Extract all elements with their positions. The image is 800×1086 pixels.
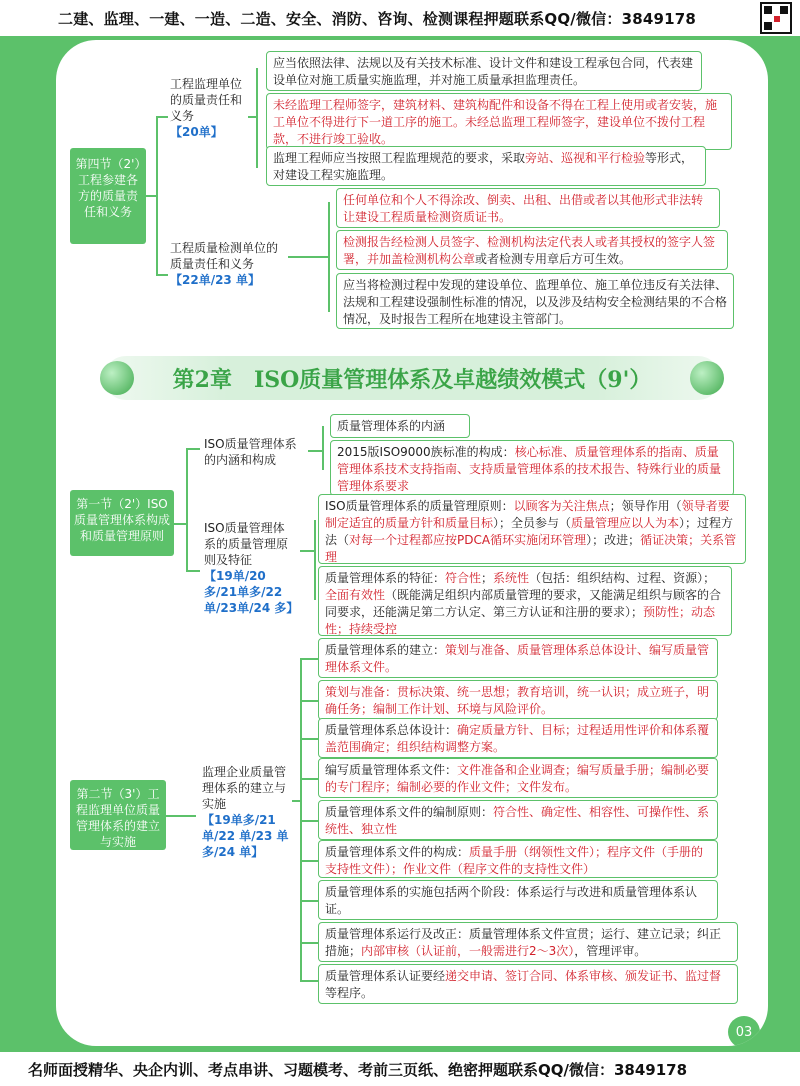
connotation-item-2-pre: 2015版ISO9000族标准的构成： [337,445,515,459]
connector [300,778,318,780]
connector [300,860,318,862]
connector [146,195,156,197]
establish-item-9-red: 递交申请、签订合同、体系审核、颁发证书、监过督 [445,969,722,983]
bottom-banner-text: 名师面授精华、央企内训、考点串讲、习题模考、考前三页纸、绝密押题联系QQ/微信：3849178 [28,1060,688,1079]
connotation-title: ISO质量管理体系的内涵和构成 [204,437,297,467]
principles-item-1-p1: ISO质量管理体系的质量管理原则： [325,499,514,513]
establish-item-3-red: 确定质量方针、目标；过程适用性评价和体系覆盖范围确定；组织结构调整方案。 [325,723,710,754]
testing-item-3-text: 应当将检测过程中发现的建设单位、监理单位、施工单位违反有关法律、法规和工程建设强制性标准的情况，以及涉及结构安全检测结果的不合格情况，及时报告工程所在地建设主管部门。 [343,278,728,326]
establish-item-2 [318,680,718,720]
establish-item-7-pre: 质量管理体系的实施包括两个阶段：体系运行与改进和质量管理体系认证。 [325,885,698,916]
top-banner-text: 二建、监理、一建、一造、二造、安全、消防、咨询、检测课程押题联系QQ/微信：3849178 [58,9,697,28]
connector [166,815,196,817]
establish-item-1-red: 策划与准备、质量管理体系总体设计、编写质量管理体系文件。 [325,643,710,674]
principles-item-1-p3: ）；全员参与（ [493,516,572,530]
page-number: 03 [728,1016,760,1046]
principles-item-1-r4: 对每一个过程都应按PDCA循环实施闭环管理 [349,533,587,547]
establish-item-2-red: 策划与准备：贯标决策、统一思想；教育培训，统一认识；成立班子，明确任务；编制工作计划、环境与风险评价。 [325,685,710,716]
connector [156,116,158,274]
section1-title: 第一节（2'）ISO质量管理体系构成和质量管理原则 [73,497,170,543]
connector [248,116,256,118]
establish-item-6 [318,840,718,878]
testing-item-2 [336,230,728,270]
principles-item-1-p4: ）；过程方法（ [325,516,734,547]
principles-item-2-p4: （既能满足组织内部质量管理的要求，又能满足组织与顾客的合同要求，还能满足第二方认定、第三方认证和注册的要求）； [325,588,722,619]
connotation-item-2 [330,440,734,496]
principles-item-1-p2: ；领导作用（ [609,499,682,513]
testing-item-2-text: 或者检测专用章后方可生效。 [475,252,632,266]
principles-item-1 [318,494,746,564]
establish-item-5-pre: 质量管理体系文件的编制原则： [325,805,494,819]
establish-item-6-red: 质量手册（纲领性文件）；程序文件（手册的支持性文件）；作业文件（程序文件的支持性文件） [325,845,704,876]
testing-tag: 【22单/23 单】 [170,273,260,287]
decor-ball-right-icon [690,361,724,395]
establish-title: 监理企业质量管理体系的建立与实施 [202,765,287,811]
principles-tag: 【19单/20 多/21单多/22 单/23单/24 多】 [204,569,299,615]
establish-item-9 [318,964,738,1004]
connector [300,550,314,552]
connector [300,980,318,982]
section4-title: 第四节（2'）工程参建各方的质量责任和义务 [75,157,141,219]
connector [186,448,200,450]
content-panel [56,40,768,1046]
supervision-item-1 [266,51,702,91]
connector [300,658,318,660]
principles-item-1-r1: 以顾客为关注焦点 [513,499,610,513]
establish-item-7 [318,880,718,920]
principles-item-2-r3: 全面有效性 [325,588,386,602]
establish-tag: 【19单多/21单/22 单/23 单多/24 单】 [202,813,289,859]
section2-node [70,780,166,850]
testing-item-2-red: 检测报告经检测人员签字、检测机构法定代表人或者其授权的签字人签署，并加盖检测机构公章 [343,235,716,266]
supervision-item-3-red: 旁站、巡视和平行检验 [525,151,646,165]
connotation-item-1-text: 质量管理体系的内涵 [337,419,446,433]
principles-item-1-p5: ）；改进； [586,533,641,547]
establish-item-3 [318,718,718,758]
principles-item-2-r2: 系统性 [493,571,530,585]
establish-item-1 [318,638,718,678]
establish-item-4-pre: 编写质量管理体系文件： [325,763,458,777]
establish-node [202,764,290,860]
testing-item-1 [336,188,720,228]
establish-item-9-post: 等程序。 [325,986,374,1000]
establish-item-1-pre: 质量管理体系的建立： [325,643,446,657]
connector [186,570,200,572]
top-banner [0,0,800,36]
connector [156,116,168,118]
connector [300,738,318,740]
section2-title: 第二节（3'）工程监理单位质量管理体系的建立与实施 [75,787,160,849]
establish-item-8-post: ，管理评审。 [574,944,647,958]
testing-item-3 [336,273,734,329]
chapter-banner [104,356,720,400]
principles-item-2-r1: 符合性 [445,571,482,585]
supervision-title: 工程监理单位的质量责任和义务 [170,77,243,123]
connector [292,800,300,802]
testing-title: 工程质量检测单位的质量责任和义务 [170,241,279,271]
establish-item-9-pre: 质量管理体系认证要经 [325,969,446,983]
principles-item-2-p2: ； [481,571,494,585]
principles-item-2-r4: 预防性；动态性；持续受控 [325,605,716,636]
principles-item-1-r3: 质量管理应以人为本 [571,516,680,530]
establish-item-4 [318,758,718,798]
establish-item-6-pre: 质量管理体系文件的构成： [325,845,470,859]
testing-node [170,240,286,288]
connector [156,274,168,276]
connector [308,450,322,452]
principles-node [204,520,299,616]
connector [186,448,188,570]
connector [314,520,316,600]
connector [322,426,324,470]
chapter-title: 第2章 ISO质量管理体系及卓越绩效模式（9'） [172,366,652,393]
connector [300,900,318,902]
supervision-tag: 【20单】 [170,125,223,139]
supervision-item-1-text: 应当依照法律、法规以及有关技术标准、设计文件和建设工程承包合同，代表建设单位对施工质量实施监理，并对施工质量承担监理责任。 [273,56,694,87]
section4-node [70,148,146,244]
establish-item-5-red: 符合性、确定性、相容性、可操作性、系统性、独立性 [325,805,710,836]
supervision-node [170,76,246,140]
connector [300,820,318,822]
supervision-item-2-text: 未经监理工程师签字，建筑材料、建筑构配件和设备不得在工程上使用或者安装，施工单位不得进行下一道工序的施工。未经总监理工程师签字，建设单位不拨付工程款，不进行竣工验收。 [273,98,718,146]
supervision-item-2 [266,93,732,150]
testing-item-1-text: 任何单位和个人不得涂改、倒卖、出租、出借或者以其他形式非法转让建设工程质量检测资质证书。 [343,193,704,224]
establish-item-5 [318,800,718,840]
connector [300,942,318,944]
principles-item-1-r2: 领导者要制定适宜的质量方针和质量目标 [325,499,730,530]
supervision-item-3 [266,146,706,186]
supervision-item-3-post: 等形式，对建设工程实施监理。 [273,151,694,182]
principles-item-2-p3: （包括：组织结构、过程、资源）； [529,571,716,585]
principles-item-1-r5: 循证决策；关系管理 [325,533,737,564]
connotation-item-2-red: 核心标准、质量管理体系的指南、质量管理体系技术支持指南、支持质量管理体系的技术报告、特殊行业的质量管理体系要求 [337,445,722,493]
connector [300,700,318,702]
qr-code-icon [760,2,792,34]
bottom-banner [0,1052,800,1086]
connector [328,202,330,312]
section1-node [70,490,174,556]
connotation-item-1 [330,414,470,438]
connector [256,68,258,168]
establish-item-8-red: 内部审核（认证前，一般需进行2～3次） [361,944,575,958]
establish-item-8 [318,922,738,962]
establish-item-8-pre: 质量管理体系运行及改正：质量管理体系文件宣贯；运行、建立记录；纠正措施； [325,927,722,958]
supervision-item-3-pre: 监理工程师应当按照工程监理规范的要求，采取 [273,151,526,165]
establish-item-4-red: 文件准备和企业调查；编写质量手册；编制必要的专门程序；编制必要的作业文件；文件发布。 [325,763,710,794]
principles-title: ISO质量管理体系的质量管理原则及特征 [204,521,289,567]
decor-ball-left-icon [100,361,134,395]
connector [174,523,186,525]
principles-item-2-p1: 质量管理体系的特征： [325,571,446,585]
principles-item-2 [318,566,732,636]
establish-item-3-pre: 质量管理体系总体设计： [325,723,458,737]
connector [288,256,328,258]
connotation-node [204,436,308,468]
